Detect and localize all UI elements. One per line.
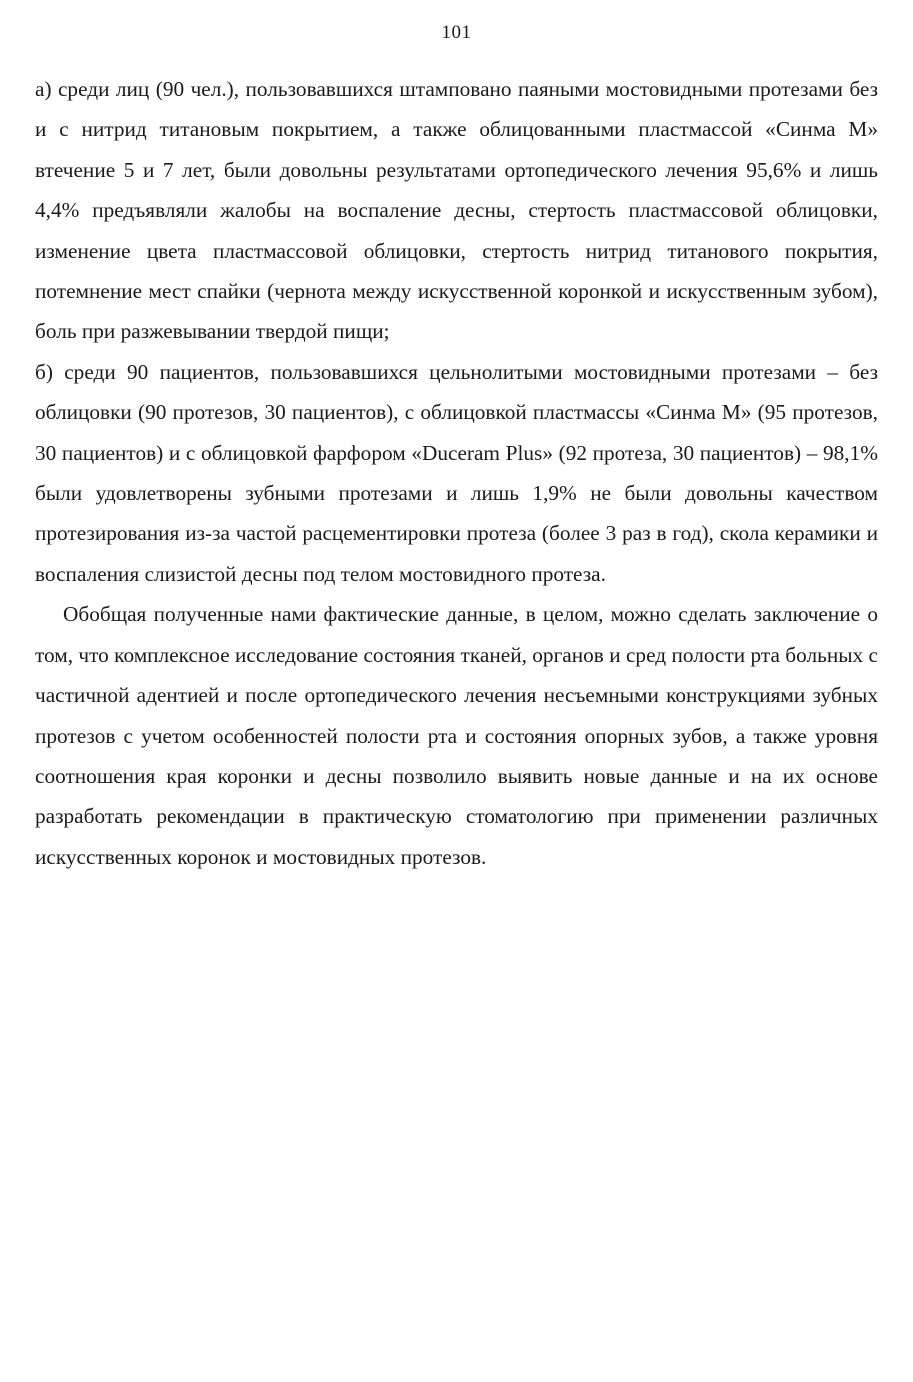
paragraph-conclusion: Обобщая полученные нами фактические данные, в целом, можно сделать заключение о том, что комплексное исследование состояния тканей, органов и сред полости рта больных с частичной адентией и после ортопедического лечения несъемными конструкциями зубных протезов с учетом особенностей полости рта и состояния опорных зубов, а также уровня соотношения края коронки и десны позволило выявить новые данные и на их основе разработать рекомендации в практическую стоматологию при применении различных искусственных коронок и мостовидных протезов.	[35, 602, 878, 869]
paragraph-item-b: б) среди 90 пациентов, пользовавшихся цельнолитыми мостовидными протезами – без облицовки (90 протезов, 30 пациентов), с облицовкой пластмассы «Синма М» (95 протезов, 30 пациентов) и с облицовкой фарфором «Duceram Plus» (92 протеза, 30 пациентов) – 98,1% были удовлетворены зубными протезами и лишь 1,9% не были довольны качеством протезирования из-за частой расцементировки протеза (более 3 раз в год), скола керамики и воспаления слизистой десны под телом мостовидного протеза.	[35, 359, 878, 586]
paragraph-item-a: а) среди лиц (90 чел.), пользовавшихся штамповано паяными мостовидными протезами без и с нитрид титановым покрытием, а также облицованными пластмассой «Синма М» втечение 5 и 7 лет, были довольны результатами ортопедического лечения 95,6% и лишь 4,4% предъявляли жалобы на воспаление десны, стертость пластмассовой облицовки, изменение цвета пластмассовой облицовки, стертость нитрид титанового покрытия, потемнение мест спайки (чернота между искусственной коронкой и искусственным зубом), боль при разжевывании твердой пищи;	[35, 77, 878, 344]
page-body	[35, 69, 878, 877]
page-number: 101	[441, 22, 472, 43]
